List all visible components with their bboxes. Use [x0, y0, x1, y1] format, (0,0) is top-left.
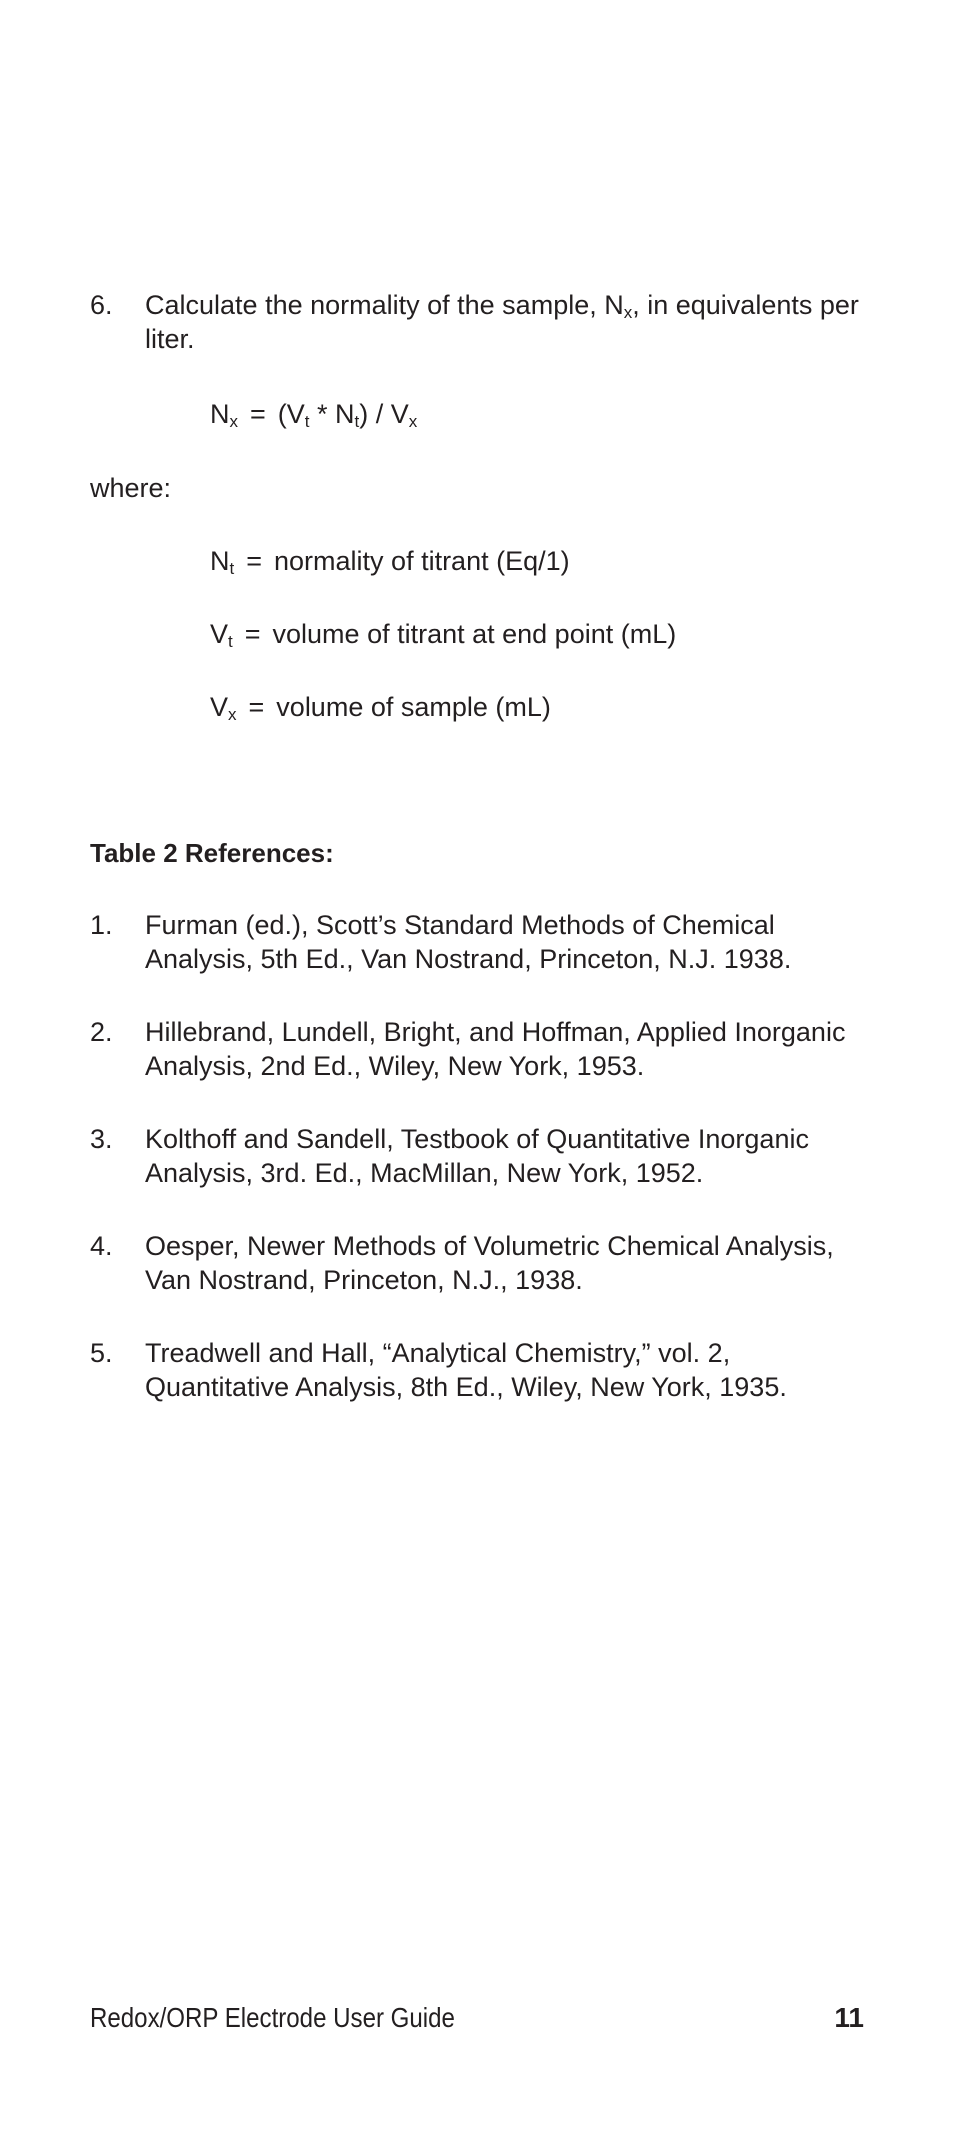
page-number: 11 — [834, 2002, 864, 2033]
step-text-line-2: liter. — [145, 324, 195, 354]
footer-document-title: Redox/ORP Electrode User Guide — [90, 2002, 455, 2033]
step-number: 6. — [90, 290, 113, 320]
definition-vx: $V_x$ = volume of sample (mL) — [210, 692, 551, 724]
definition-vt: $V_t$ = volume of titrant at end point (mL) — [210, 619, 677, 651]
step-text-line-1: Calculate the normality of the sample, $N_x$, in equivalents per — [145, 290, 859, 322]
step-text — [145, 288, 954, 356]
references-heading: Table 2 References: — [90, 838, 334, 868]
normality-formula: $N_x = (V_t * N_t) / V_x$ — [210, 399, 418, 431]
definition-nt: $N_t$ = normality of titrant (Eq/1) — [210, 546, 570, 578]
document-page: 6. Calculate the normality of the sample, $N_x$, in equivalents per liter. $N_x = (V_t * N_t) / V_x$ where: $N_t$ = normality of titrant (Eq/1) $V_t$ = volume of titrant at end point (mL) $V_x$ = volume of sample (mL) Table 2 References: 1. Furman (ed.), Scott’s Standard Methods of Chemical Analysis, 5th Ed., Van Nostrand, Princeton, N.J. 1938. 2. Hillebrand, Lundell, Bright, and Hoffman, Applied Inorganic Analysis, 2nd Ed., Wiley, New York, 1953. 3. Kolthoff and Sandell, Testbook of Quantitative Inorganic Analysis, 3rd. Ed., MacMillan, New York, 1952. 4. Oesper, Newer Methods of Volumetric Chemical Analysis, Van Nostrand, Princeton, N.J., 1938. 5. Treadwell and Hall, “Analytical Chemistry,” vol. 2, Quantitative Analysis, 8th Ed., Wiley, New York, 1935. Redox/ORP Electrode User Guide 11 — [0, 0, 954, 2147]
where-label: where: — [90, 473, 172, 503]
